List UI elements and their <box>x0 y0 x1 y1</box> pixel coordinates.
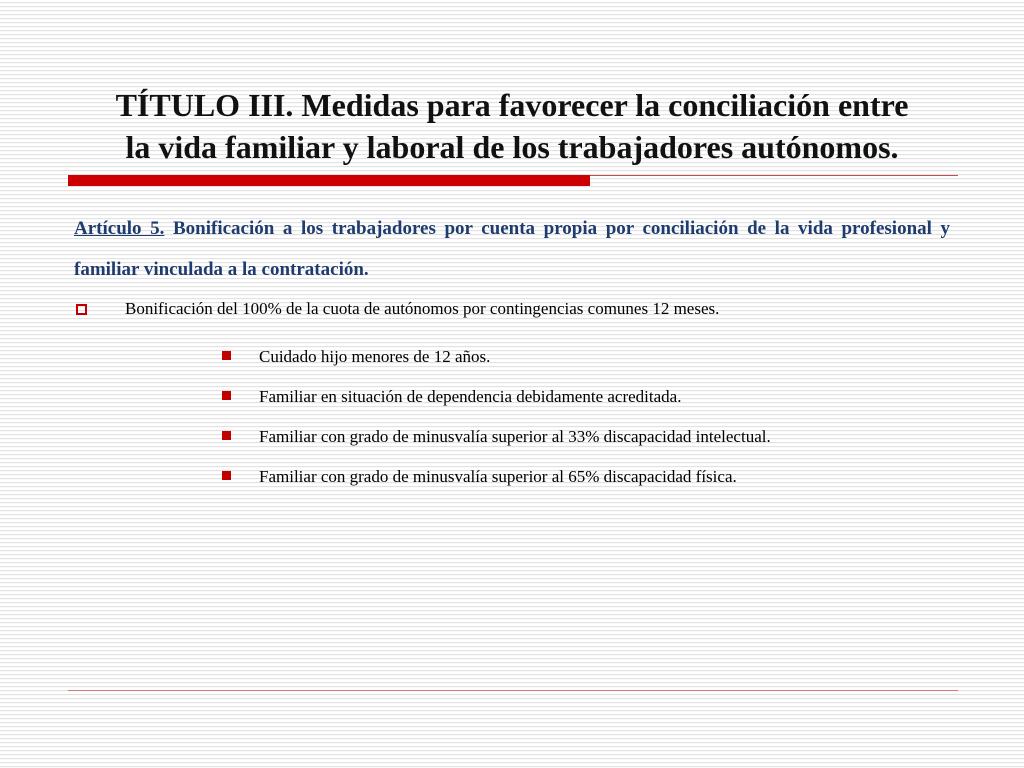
article-text: Bonificación a los trabajadores por cuenta propia por conciliación de la vida profesional y familiar vinculada a la contratación. <box>74 218 950 280</box>
sub-bullet-item <box>218 457 978 497</box>
main-bullet-item <box>74 297 954 321</box>
sub-bullet-text: Familiar con grado de minusvalía superior al 33% discapacidad intelectual. <box>259 427 771 446</box>
footer-divider <box>68 690 958 691</box>
sub-bullet-text: Familiar con grado de minusvalía superior al 65% discapacidad física. <box>259 467 737 486</box>
sub-bullet-item <box>218 417 978 457</box>
article-heading <box>74 208 950 290</box>
sub-bullet-text: Familiar en situación de dependencia debidamente acreditada. <box>259 387 682 406</box>
title-divider-accent-bar <box>68 175 590 186</box>
filled-square-icon <box>222 431 231 440</box>
hollow-square-icon <box>76 304 87 315</box>
main-bullet-text: Bonificación del 100% de la cuota de autónomos por contingencias comunes 12 meses. <box>125 299 720 318</box>
filled-square-icon <box>222 471 231 480</box>
title-line-1: TÍTULO III. Medidas para favorecer la conciliación entre <box>115 87 909 123</box>
sub-bullet-list <box>218 337 978 497</box>
title-line-2: la vida familiar y laboral de los trabajadores autónomos. <box>125 129 899 165</box>
slide-title <box>0 84 1024 168</box>
filled-square-icon <box>222 391 231 400</box>
article-label: Artículo 5. <box>74 218 165 239</box>
filled-square-icon <box>222 351 231 360</box>
sub-bullet-item <box>218 337 978 377</box>
sub-bullet-item <box>218 377 978 417</box>
sub-bullet-text: Cuidado hijo menores de 12 años. <box>259 347 491 366</box>
